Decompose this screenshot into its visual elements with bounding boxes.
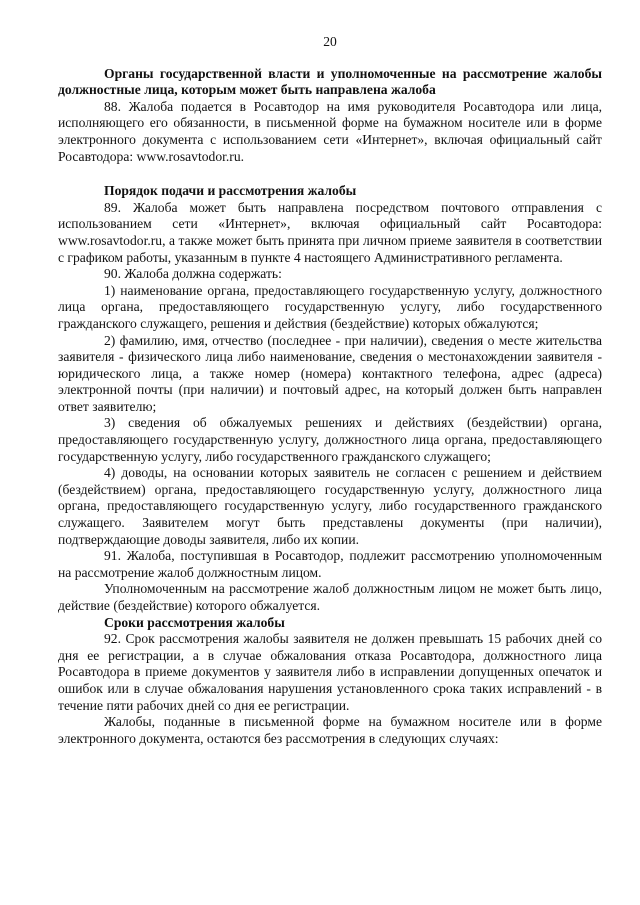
page-number: 20 <box>323 34 337 49</box>
section-heading: Порядок подачи и рассмотрения жалобы <box>104 183 357 199</box>
paragraph-90-item-1: 1) наименование органа, предоставляющего государственную услугу, должностного лица органа, предоставляющего государственную услугу, либо государственного гражданского служащего, решения и действия (бездействие) которых обжалуются; <box>58 282 602 331</box>
section-review-terms <box>58 615 602 748</box>
paragraph-90-item-4: 4) доводы, на основании которых заявитель не согласен с решением и действием (бездействием) органа, предоставляющего государственную услугу, должностного лица органа, предоставляющего государственную услугу, либо государственного гражданского служащего. Заявителем могут быть представлены документы (при наличии), подтверждающие доводы заявителя, либо их копии. <box>58 465 602 547</box>
section-complaint-authorities <box>58 66 602 166</box>
section-heading: Органы государственной власти и уполномоченные на рассмотрение жалобы должностные лица, которым может быть направлена жалоба <box>58 65 602 98</box>
section-complaint-procedure <box>58 183 602 614</box>
paragraph-90: 90. Жалоба должна содержать: <box>104 266 282 282</box>
section-heading: Сроки рассмотрения жалобы <box>104 614 285 630</box>
paragraph-90-item-3: 3) сведения об обжалуемых решениях и действиях (бездействии) органа, предоставляющего государственную услугу, должностного лица органа, предоставляющего государственную услугу, либо государственного гражданского служащего; <box>58 415 602 464</box>
document-page <box>58 34 602 747</box>
paragraph-91: 91. Жалоба, поступившая в Росавтодор, подлежит рассмотрению уполномоченным на рассмотрение жалоб должностным лицом. <box>58 548 602 580</box>
paragraph-88: 88. Жалоба подается в Росавтодор на имя руководителя Росавтодора или лица, исполняющего его обязанности, в письменной форме на бумажном носителе или в форме электронного документа с использованием сети «Интернет», включая официальный сайт Росавтодора: www.rosavtodor.ru. <box>58 98 602 164</box>
paragraph-91-note: Уполномоченным на рассмотрение жалоб должностным лицом не может быть лицо, действие (бездействие) которого обжалуется. <box>58 581 602 613</box>
paragraph-92-cases: Жалобы, поданные в письменной форме на бумажном носителе или в форме электронного документа, остаются без рассмотрения в следующих случаях: <box>58 714 602 746</box>
paragraph-92: 92. Срок рассмотрения жалобы заявителя не должен превышать 15 рабочих дней со дня ее регистрации, а в случае обжалования отказа Росавтодора, должностного лица Росавтодора в приеме документов у заявителя либо в исправлении допущенных опечаток и ошибок или в случае обжалования нарушения установленного срока таких исправлений - в течение пяти рабочих дней со дня ее регистрации. <box>58 631 602 713</box>
paragraph-90-item-2: 2) фамилию, имя, отчество (последнее - при наличии), сведения о месте жительства заявителя - физического лица либо наименование, сведения о местонахождении заявителя - юридического лица, а также номер (номера) контактного телефона, адрес (адреса) электронной почты (при наличии) и почтовый адрес, на который должен быть направлен ответ заявителю; <box>58 332 602 414</box>
paragraph-89: 89. Жалоба может быть направлена посредством почтового отправления с использованием сети «Интернет», включая официальный сайт Росавтодора: www.rosavtodor.ru, а также может быть принята при личном приеме заявителя в соответствии с графиком работы, указанным в пункте 4 настоящего Административного регламента. <box>58 199 602 265</box>
